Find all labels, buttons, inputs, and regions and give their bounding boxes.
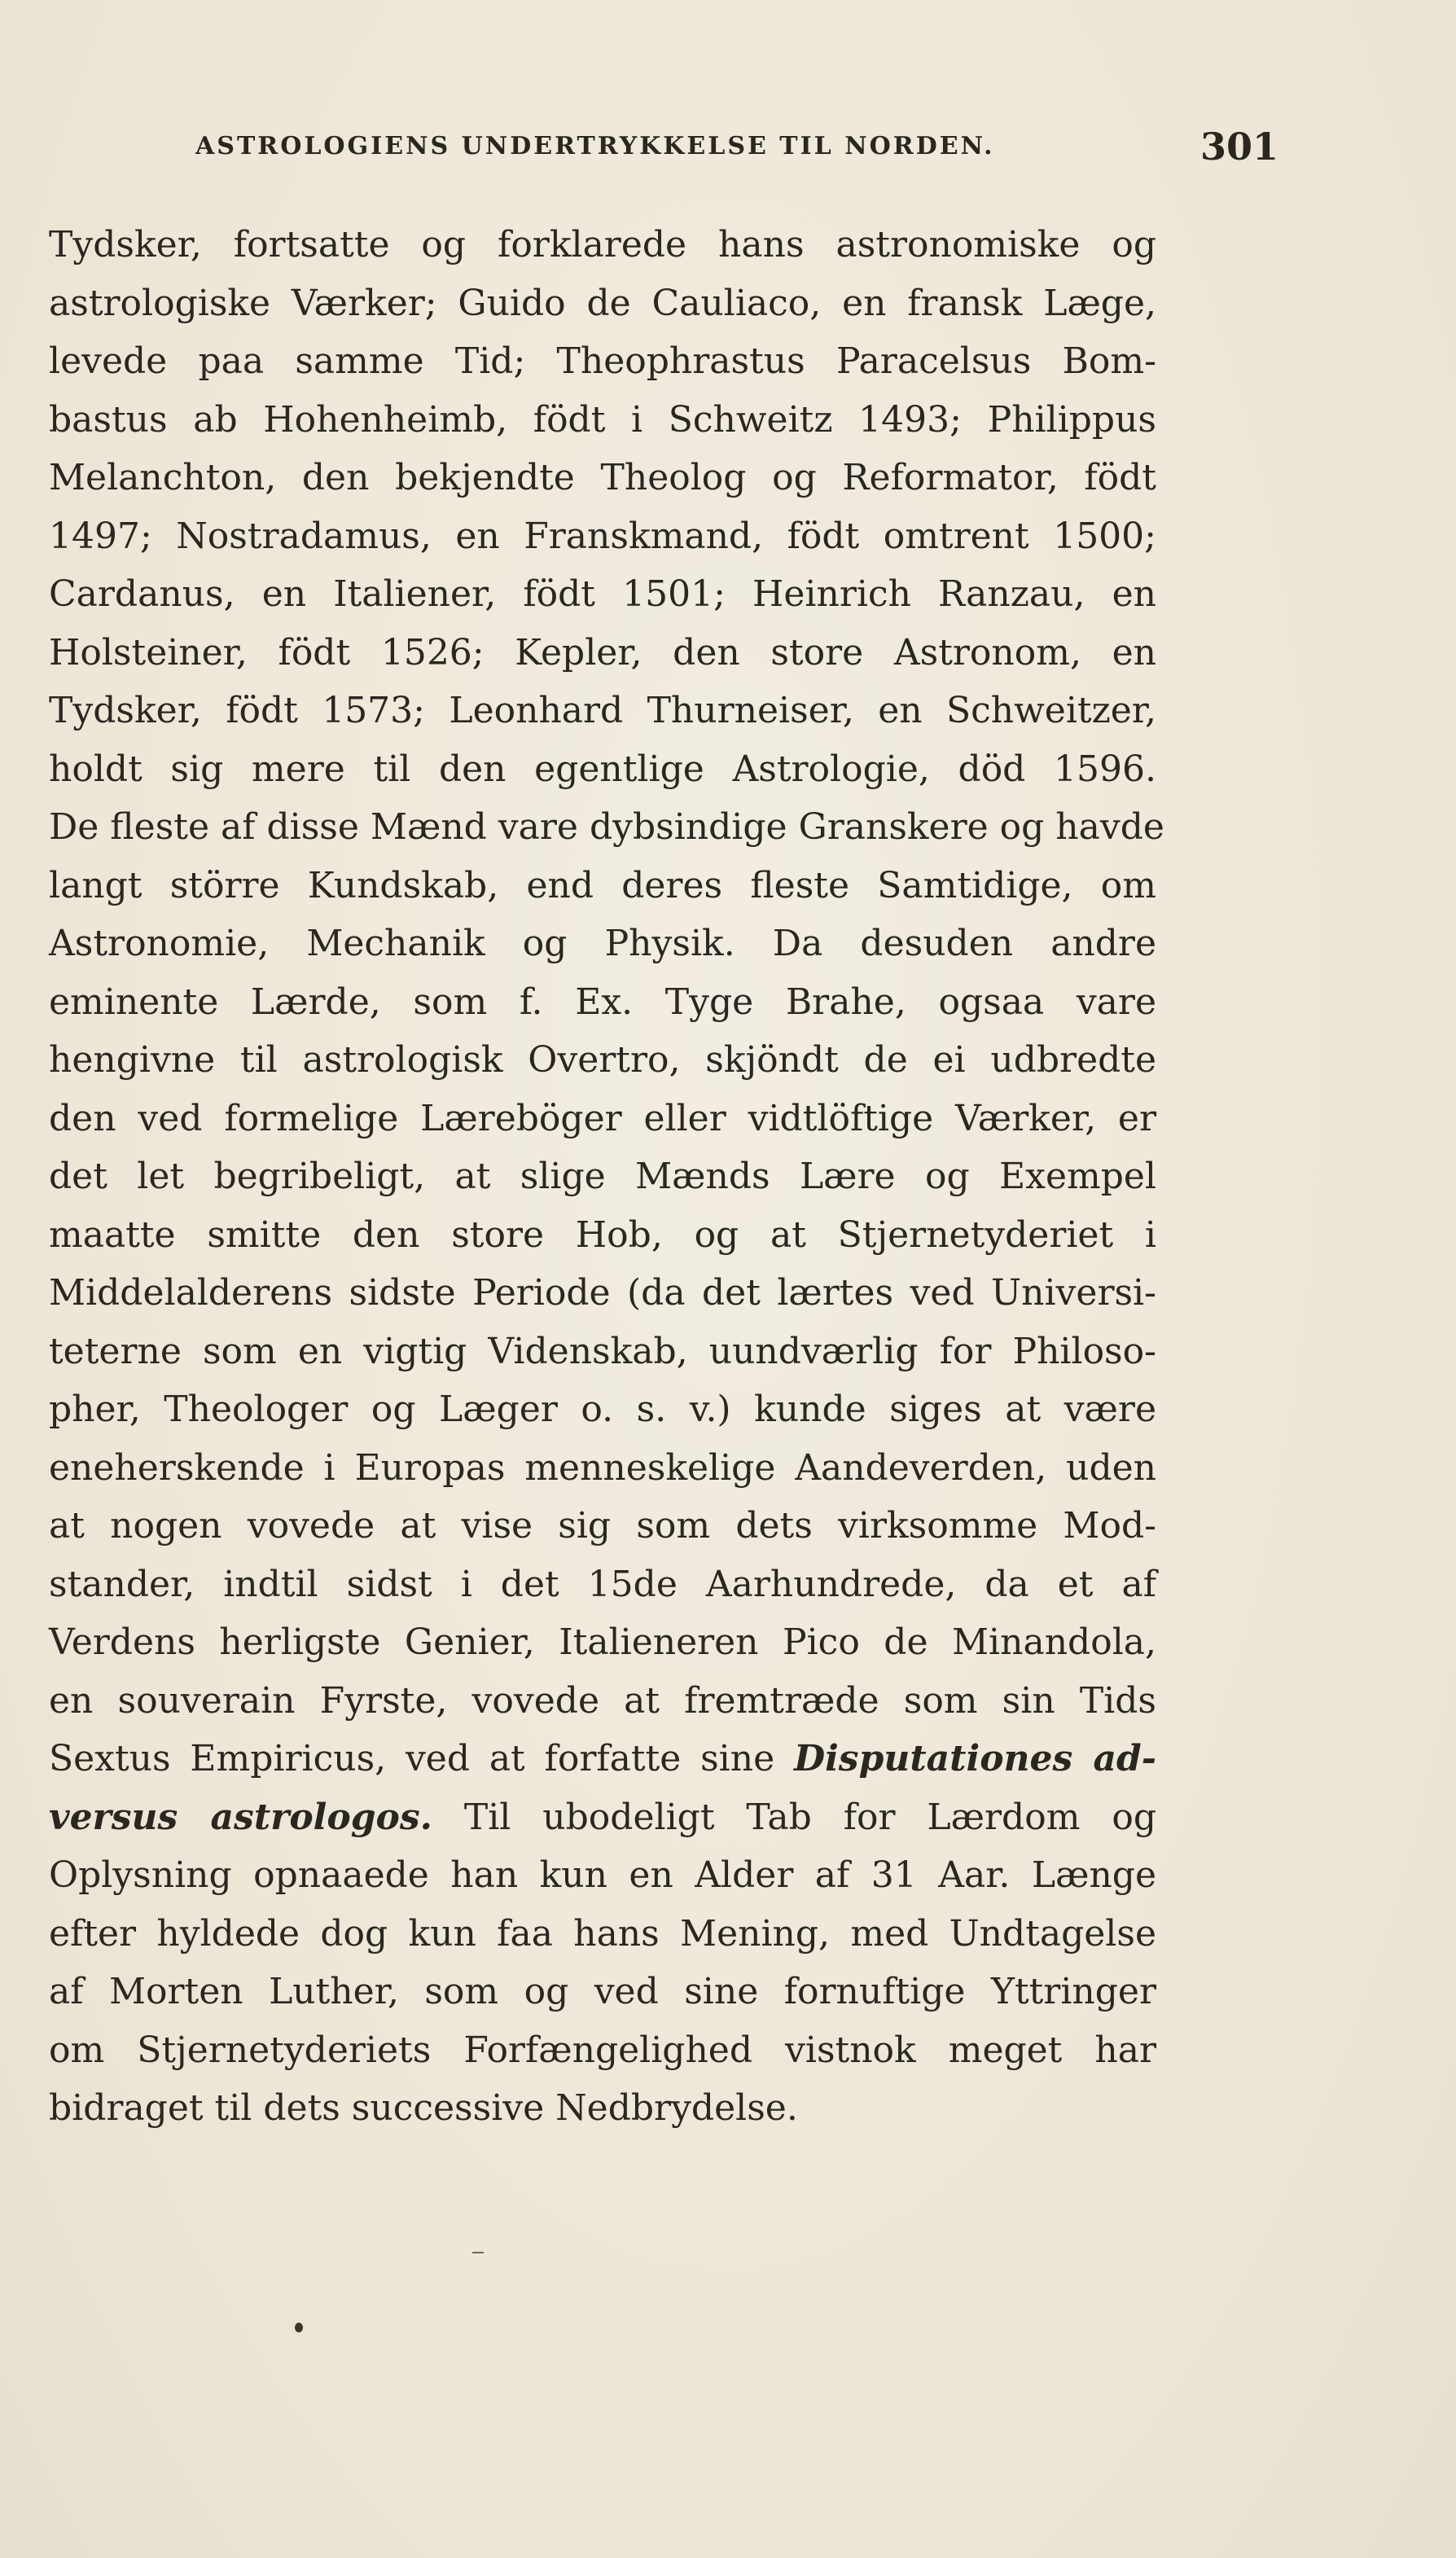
text-line-last: bidraget til dets successive Nedbrydelse. [49, 2087, 798, 2129]
running-head: ASTROLOGIENS UNDERTRYKKELSE TIL NORDEN. [195, 132, 995, 160]
text-line: levede paa samme Tid; Theophrastus Paracelsus Bom- [49, 340, 1156, 382]
print-mark-dash [472, 2252, 484, 2253]
text-line: stander, indtil sidst i det 15de Aarhundrede, da et af [49, 1563, 1156, 1605]
text-line: Middelalderens sidste Periode (da det lærtes ved Universi- [49, 1272, 1156, 1314]
text-segment: Sextus Empiricus, ved at forfatte sine [49, 1738, 794, 1779]
text-line: om Stjernetyderiets Forfængelighed vistnok meget har [49, 2029, 1156, 2071]
text-line [49, 1788, 1156, 1847]
text-line: maatte smitte den store Hob, og at Stjernetyderiet i [49, 1213, 1156, 1256]
text-line: astrologiske Værker; Guido de Cauliaco, en fransk Læge, [49, 282, 1156, 324]
text-line: Astronomie, Mechanik og Physik. Da desuden andre [49, 923, 1156, 964]
text-line: Tydsker, fortsatte og forklarede hans astronomiske og [49, 224, 1156, 265]
text-line: eneherskende i Europas menneskelige Aandeverden, uden [49, 1446, 1156, 1489]
text-line: holdt sig mere til den egentlige Astrologie, död 1596. [49, 748, 1156, 790]
text-line: Melanchton, den bekjendte Theolog og Reformator, födt [49, 457, 1156, 498]
body-paragraph [49, 216, 1164, 2138]
text-line: pher, Theologer og Læger o. s. v.) kunde siges at være [49, 1389, 1156, 1430]
text-line: 1497; Nostradamus, en Franskmand, födt omtrent 1500; [49, 515, 1156, 557]
text-line: bastus ab Hohenheimb, födt i Schweitz 1493; Philippus [49, 398, 1156, 441]
text-line: en souverain Fyrste, vovede at fremtræde som sin Tids [49, 1679, 1156, 1722]
text-line: langt större Kundskab, end deres fleste Samtidige, om [49, 864, 1156, 906]
text-segment: Til ubodeligt Tab for Lærdom og [432, 1796, 1157, 1838]
page-header [195, 122, 1278, 171]
text-line: teterne som en vigtig Videnskab, uundværlig for Philoso- [49, 1330, 1156, 1372]
text-line: eminente Lærde, som f. Ex. Tyge Brahe, ogsaa vare [49, 981, 1156, 1023]
text-line [49, 1730, 1156, 1788]
italic-title: versus astrologos. [49, 1796, 432, 1838]
text-line: at nogen vovede at vise sig som dets virksomme Mod- [49, 1505, 1156, 1547]
text-line: Tydsker, födt 1573; Leonhard Thurneiser, en Schweitzer, [49, 690, 1156, 731]
italic-title: Disputationes ad- [793, 1738, 1156, 1779]
text-line: Holsteiner, födt 1526; Kepler, den store Astronom, en [49, 631, 1156, 674]
text-line: Cardanus, en Italiener, födt 1501; Heinrich Ranzau, en [49, 573, 1156, 615]
text-line: efter hyldede dog kun faa hans Mening, med Undtagelse [49, 1912, 1156, 1955]
text-line: den ved formelige Læreböger eller vidtlöftige Værker, er [49, 1097, 1156, 1139]
text-line: hengivne til astrologisk Overtro, skjöndt de ei udbredte [49, 1039, 1156, 1081]
ink-speck [295, 2323, 303, 2332]
text-line: det let begribeligt, at slige Mænds Lære og Exempel [49, 1156, 1156, 1197]
text-line: Oplysning opnaaede han kun en Alder af 31 Aar. Længe [49, 1854, 1156, 1896]
text-line: af Morten Luther, som og ved sine fornuftige Yttringer [49, 1971, 1156, 2012]
page-number: 301 [1199, 125, 1278, 169]
text-line: De fleste af disse Mænd vare dybsindige Granskere og havde [49, 806, 1164, 848]
text-line: Verdens herligste Genier, Italieneren Pico de Minandola, [49, 1621, 1156, 1663]
